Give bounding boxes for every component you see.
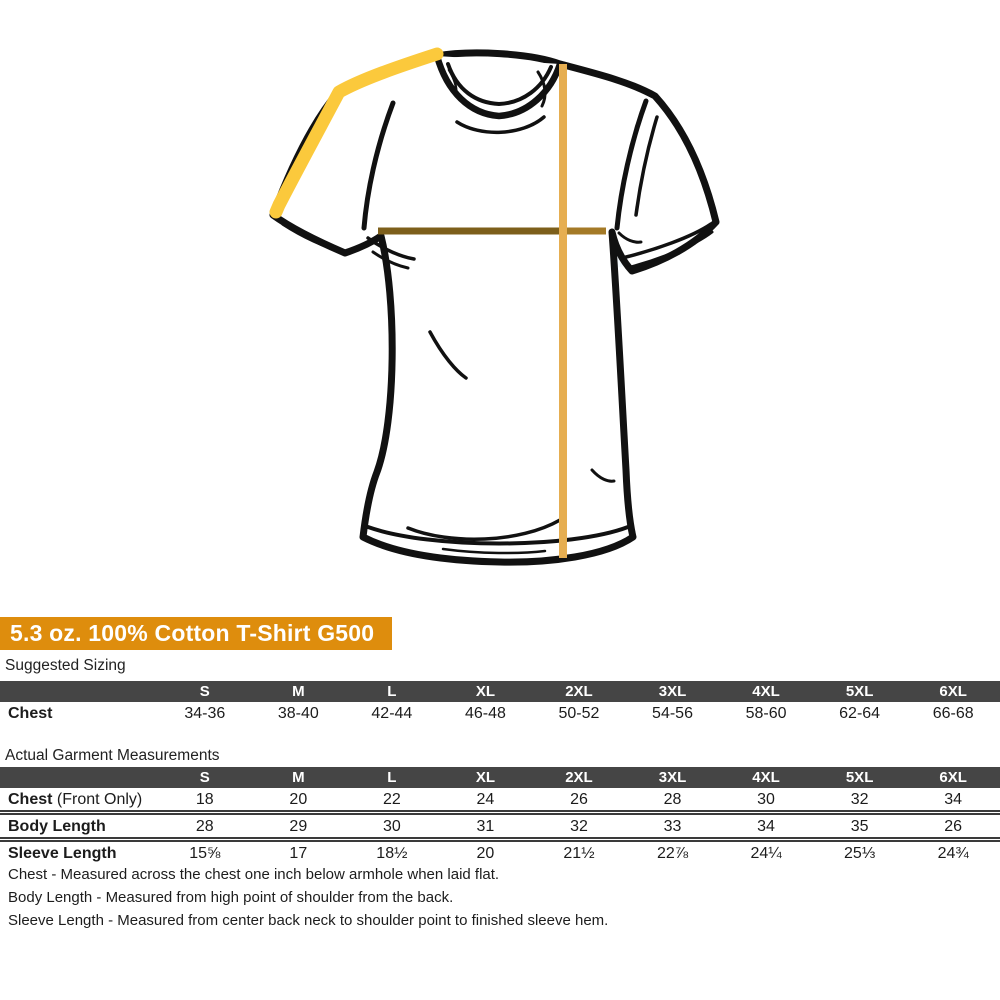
measurement-cell: 35 (813, 813, 907, 840)
size-column-header: 3XL (626, 681, 720, 702)
tshirt-outline (273, 53, 716, 562)
measurement-cell: 25⅓ (844, 844, 876, 862)
size-column-header: S (158, 767, 252, 788)
measurement-cell: 26 (532, 788, 626, 813)
row-label: Body Length (0, 813, 158, 840)
table-row (0, 840, 1000, 865)
measurement-cell: 22⅞ (656, 844, 689, 862)
size-column-header: 4XL (719, 681, 813, 702)
size-column-header: 5XL (813, 681, 907, 702)
measurement-cell: 21½ (563, 844, 595, 862)
measurement-cell: 29 (252, 813, 346, 840)
garment-measurements-label: Actual Garment Measurements (5, 747, 220, 764)
row-label: Chest (8, 704, 53, 722)
measurement-cell: 15⅝ (189, 844, 221, 862)
row-label: Chest (Front Only) (0, 788, 158, 813)
suggested-sizing-label: Suggested Sizing (5, 657, 126, 674)
size-column-header: M (252, 681, 346, 702)
measurement-cell: 28 (158, 813, 252, 840)
measurement-cell: 66-68 (932, 704, 974, 722)
row-label-column-header (0, 681, 158, 702)
size-column-header: 5XL (813, 767, 907, 788)
size-column-header: 6XL (906, 767, 1000, 788)
measurement-cell: 20 (252, 788, 346, 813)
size-column-header: M (252, 767, 346, 788)
measurement-cell: 18½ (376, 844, 408, 862)
table-row (0, 702, 1000, 724)
size-column-header: XL (439, 767, 533, 788)
size-column-header: 2XL (532, 767, 626, 788)
measurement-cell: 24¼ (750, 844, 782, 862)
measurement-cell: 30 (345, 813, 439, 840)
measurement-cell: 32 (532, 813, 626, 840)
table-row (0, 788, 1000, 813)
size-column-header: L (345, 767, 439, 788)
row-label-column-header (0, 767, 158, 788)
product-title-banner (0, 617, 392, 650)
measurement-cell: 30 (719, 788, 813, 813)
table-row (0, 813, 1000, 840)
size-column-header: XL (439, 681, 533, 702)
measurement-cell: 22 (345, 788, 439, 813)
measurement-cell: 28 (626, 788, 720, 813)
measurement-cell: 31 (439, 813, 533, 840)
footnote-line: Body Length - Measured from high point of shoulder from the back. (8, 889, 454, 906)
measurement-cell: 34-36 (184, 704, 226, 722)
measurement-cell: 32 (813, 788, 907, 813)
measurement-cell: 62-64 (839, 704, 881, 722)
measurement-cell: 34 (906, 788, 1000, 813)
size-column-header: S (158, 681, 252, 702)
size-column-header: 6XL (906, 681, 1000, 702)
row-label: Sleeve Length (8, 844, 117, 862)
measurement-cell: 46-48 (464, 704, 506, 722)
measurement-cell: 18 (158, 788, 252, 813)
garment-measurements-table (0, 767, 1000, 864)
measurement-footnotes (8, 863, 608, 932)
measurement-cell: 50-52 (558, 704, 600, 722)
measurement-cell: 42-44 (371, 704, 413, 722)
size-column-header: 2XL (532, 681, 626, 702)
size-column-header: 4XL (719, 767, 813, 788)
measurement-cell: 24 (439, 788, 533, 813)
measurement-cell: 17 (289, 844, 308, 862)
measurement-cell: 20 (476, 844, 495, 862)
measurement-cell: 26 (906, 813, 1000, 840)
measurement-cell: 58-60 (745, 704, 787, 722)
footnote-line: Sleeve Length - Measured from center back neck to shoulder point to finished sleeve hem. (8, 912, 609, 929)
size-column-header: L (345, 681, 439, 702)
measurement-cell: 54-56 (652, 704, 693, 722)
suggested-sizing-table (0, 681, 1000, 724)
measurement-cell: 33 (626, 813, 720, 840)
size-column-header: 3XL (626, 767, 720, 788)
footnote-line: Chest - Measured across the chest one inch below armhole when laid flat. (8, 866, 500, 883)
measurement-cell: 24¾ (937, 844, 969, 862)
product-title: 5.3 oz. 100% Cotton T-Shirt G500 (10, 620, 375, 646)
measurement-cell: 38-40 (277, 704, 319, 722)
measurement-cell: 34 (719, 813, 813, 840)
